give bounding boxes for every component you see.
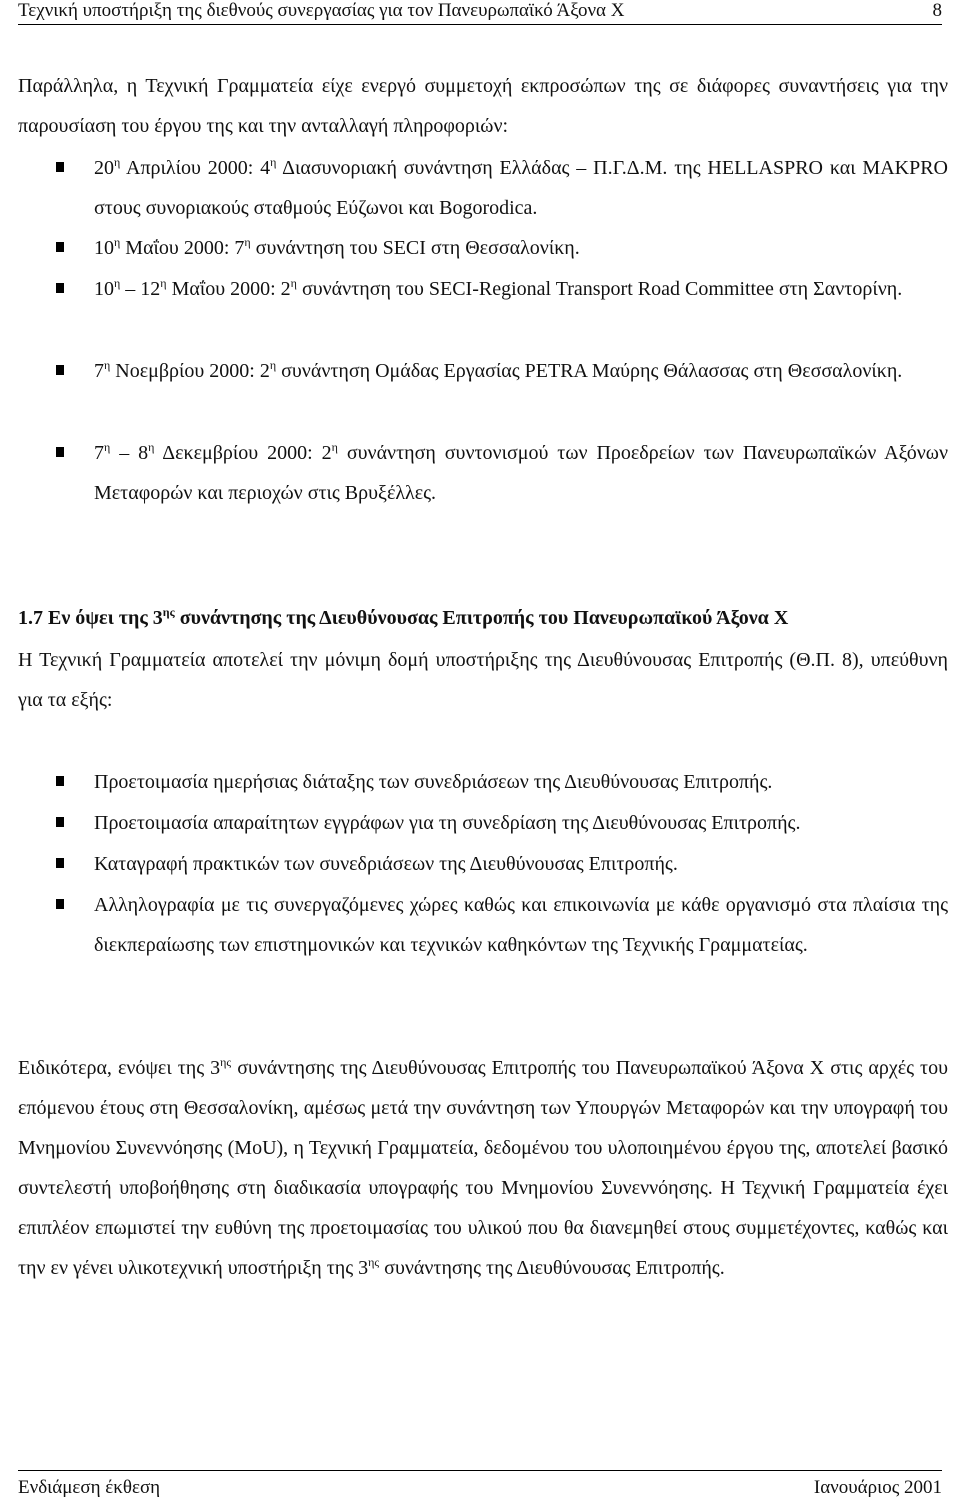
- list-item-text: Προετοιμασία ημερήσιας διάταξης των συνεδριάσεων της Διευθύνουσας Επιτροπής.: [94, 771, 773, 793]
- bullet-icon: [56, 162, 64, 172]
- list-item: [58, 228, 948, 268]
- bullet-icon: [56, 447, 64, 457]
- list-item-text: $20^\eta$ Απριλίου 2000: $4^\eta$ Διασυνοριακή συνάντηση Ελλάδας – Π.Γ.Δ.Μ. της HELLASPRO και MAKPRO στους συνοριακούς σταθμούς Εύζωνοι και Bogorodica.: [94, 155, 948, 219]
- list-item: [58, 269, 948, 309]
- list-item: [58, 885, 948, 965]
- page-footer: [18, 1470, 942, 1501]
- list-item: [58, 351, 948, 391]
- list-item: [58, 762, 948, 802]
- header-title: Τεχνική υποστήριξη της διεθνούς συνεργασίας για τον Πανευρωπαϊκό Άξονα Χ: [18, 0, 625, 21]
- list-item: [58, 803, 948, 843]
- bullet-icon: [56, 283, 64, 293]
- page-header: [18, 0, 942, 25]
- section-heading: 1.7 Εν όψει της $3^{\eta\varsigma}$ συνάντησης της Διευθύνουσας Επιτροπής του Πανευρωπαϊκού Άξονα Χ: [18, 605, 789, 629]
- list-item-text: Καταγραφή πρακτικών των συνεδριάσεων της Διευθύνουσας Επιτροπής.: [94, 853, 678, 875]
- list-item-text: Προετοιμασία απαραίτητων εγγράφων για τη συνεδρίαση της Διευθύνουσας Επιτροπής.: [94, 812, 801, 834]
- section-paragraph: Η Τεχνική Γραμματεία αποτελεί την μόνιμη δομή υποστήριξης της Διευθύνουσας Επιτροπής (Θ.Π. 8), υπεύθυνη για τα εξής:: [18, 649, 948, 711]
- list-item-text: $10^\eta$ Μαΐου 2000: $7^\eta$ συνάντηση του SECI στη Θεσσαλονίκη.: [94, 235, 580, 259]
- list-item-text: $7^\eta$ Νοεμβρίου 2000: $2^\eta$ συνάντηση Ομάδας Εργασίας PETRA Μαύρης Θάλασσας στη Θεσσαλονίκη.: [94, 358, 903, 382]
- list-item-text: Αλληλογραφία με τις συνεργαζόμενες χώρες καθώς και επικοινωνία με κάθε οργανισμό στα πλαίσια της διεκπεραίωσης των επιστημονικών και τεχνικών καθηκόντων της Τεχνικής Γραμματείας.: [94, 894, 948, 956]
- bullet-icon: [56, 365, 64, 375]
- bullet-icon: [56, 858, 64, 868]
- list-item: [58, 433, 948, 513]
- page-number: 8: [932, 0, 942, 21]
- intro-paragraph: Παράλληλα, η Τεχνική Γραμματεία είχε ενεργό συμμετοχή εκπροσώπων της σε διάφορες συναντήσεις για την παρουσίαση του έργου της και την ανταλλαγή πληροφοριών:: [18, 75, 948, 137]
- bullet-icon: [56, 817, 64, 827]
- footer-date: Ιανουάριος 2001: [813, 1477, 942, 1498]
- list-item-text: $10^\eta - 12^\eta$ Μαΐου 2000: $2^\eta$ συνάντηση του SECI-Regional Transport Road Committee στη Σαντορίνη.: [94, 276, 903, 300]
- closing-paragraph: Ειδικότερα, ενόψει της $3^{\eta\varsigma}$ συνάντησης της Διευθύνουσας Επιτροπής του Πανευρωπαϊκού Άξονα Χ στις αρχές του επόμενου έτους στη Θεσσαλονίκη, αμέσως μετά την συνάντηση των Υπουργών Μεταφορών και την υπογραφή του Μνημονίου Συνεννόησης (MoU), η Τεχνική Γραμματεία, δεδομένου του υλοποιημένου έργου της, αποτελεί βασικό συντελεστή υποβοήθησης στη διαδικασία υπογραφής του Μνημονίου Συνεννόησης. Η Τεχνική Γραμματεία έχει επιπλέον επωμιστεί την ευθύνη της προετοιμασίας του υλικού που θα διανεμηθεί στους συμμετέχοντες, καθώς και την εν γένει υλικοτεχνική υποστήριξη της $3^{\eta\varsigma}$ συνάντησης της Διευθύνουσας Επιτροπής.: [18, 1055, 948, 1279]
- bullet-icon: [56, 776, 64, 786]
- bullet-icon: [56, 242, 64, 252]
- bullet-icon: [56, 899, 64, 909]
- list-item-text: $7^\eta - 8^\eta$ Δεκεμβρίου 2000: $2^\eta$ συνάντηση συντονισμού των Προεδρείων των Πανευρωπαϊκών Αξόνων Μεταφορών και περιοχών στις Βρυξέλλες.: [94, 440, 948, 504]
- footer-doc-type: Ενδιάμεση έκθεση: [18, 1477, 161, 1498]
- list-item: [58, 148, 948, 228]
- list-item: [58, 844, 948, 884]
